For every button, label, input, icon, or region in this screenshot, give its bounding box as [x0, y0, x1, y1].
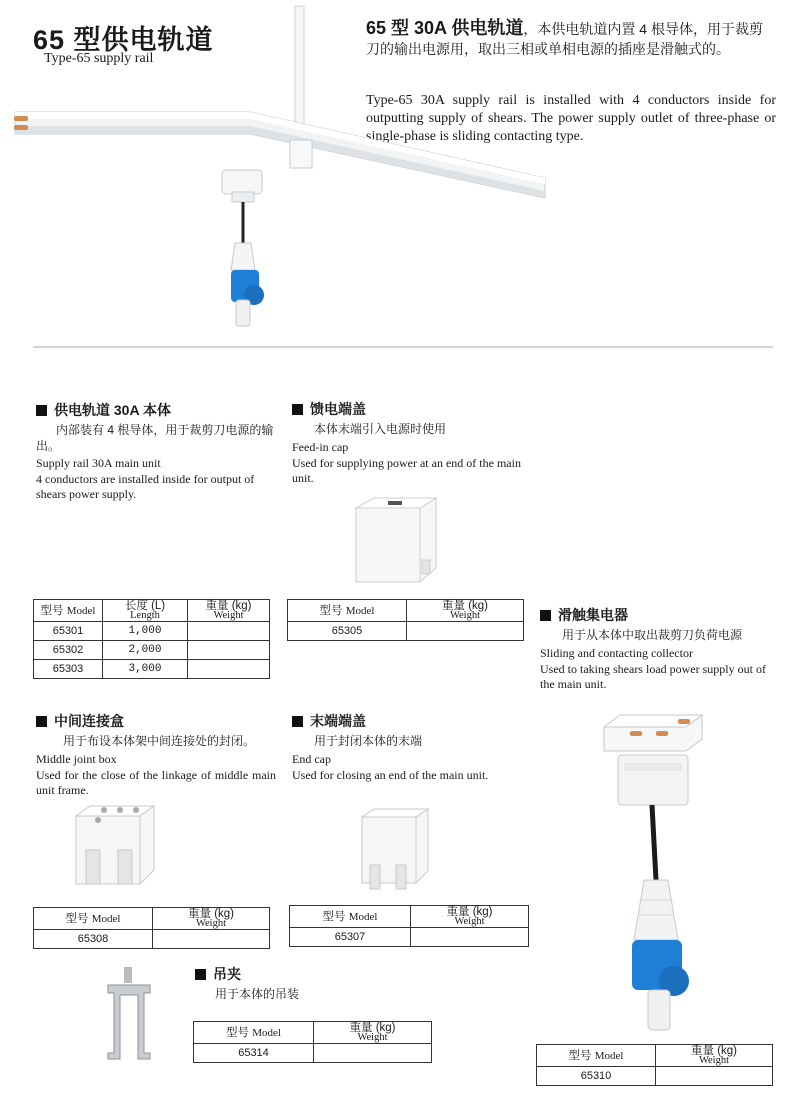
section-divider [33, 346, 773, 348]
table-row: 65305 [288, 622, 524, 641]
section-heading: 中间连接盒 [36, 711, 276, 731]
desc-en: Used for the close of the linkage of middle main unit frame. [36, 767, 276, 797]
table-header: 型号 Model 重量 (kg) Weight [34, 908, 270, 930]
name-en: Middle joint box [36, 752, 117, 766]
bullet-square-icon [292, 404, 303, 415]
bullet-square-icon [36, 716, 47, 727]
section-feed-in-cap [292, 399, 532, 487]
spec-table-feed-in-cap [287, 599, 524, 641]
spec-table-end-cap [289, 905, 529, 947]
table-row: 65314 [194, 1044, 432, 1063]
table-row: 65310 [537, 1067, 773, 1086]
hanger-clip-image [98, 965, 163, 1065]
section-heading: 末端端盖 [292, 711, 532, 731]
section-hanger [195, 964, 395, 1002]
desc-cn: 本体末端引入电源时使用 [314, 422, 447, 436]
table-header: 型号 Model 长度 (L) Length 重量 (kg) Weight [34, 600, 270, 622]
page-subtitle: Type-65 supply rail [44, 51, 154, 66]
table-row: 65308 [34, 930, 270, 949]
desc-cn: 用于布设本体架中间连接处的封闭。 [63, 734, 256, 748]
spec-table-middle-joint [33, 907, 270, 949]
desc-cn: 用于本体的吊装 [215, 987, 300, 1001]
intro-en: Type-65 30A supply rail is installed with 4 conductors inside for outputting supply of shears. The power supply outlet of three-phase or single-phase is sliding contacting type. [366, 93, 776, 144]
name-en: End cap [292, 752, 331, 766]
name-en: Feed-in cap [292, 440, 349, 454]
desc-cn: 用于从本体中取出裁剪刀负荷电源 [562, 628, 743, 642]
section-heading: 供电轨道 30A 本体 [36, 400, 276, 420]
page-title: 65 型供电轨道 [33, 25, 214, 55]
desc-en: 4 conductors are installed inside for output of shears power supply. [36, 471, 255, 501]
table-row: 65301 1,000 [34, 622, 270, 641]
collector-image [590, 705, 720, 1045]
table-header: 型号 Model 重量 (kg) Weight [290, 906, 529, 928]
spec-table-collector [536, 1044, 773, 1086]
section-main-unit [36, 400, 276, 503]
section-collector [540, 605, 780, 693]
table-header: 型号 Model 重量 (kg) Weight [288, 600, 524, 622]
name-en: Supply rail 30A main unit [36, 456, 161, 470]
feed-in-cap-image [350, 490, 445, 590]
table-row: 65302 2,000 [34, 641, 270, 660]
table-header: 型号 Model 重量 (kg) Weight [537, 1045, 773, 1067]
bullet-square-icon [195, 969, 206, 980]
bullet-square-icon [292, 716, 303, 727]
section-heading: 吊夹 [195, 964, 395, 984]
desc-en: Used for supplying power at an end of the main unit. [292, 455, 521, 485]
copper-conductor [14, 125, 28, 130]
spec-table-main-unit [33, 599, 270, 679]
section-heading: 馈电端盖 [292, 399, 532, 419]
intro-title: 65 型 30A 供电轨道 [366, 18, 524, 38]
section-heading: 滑触集电器 [540, 605, 780, 625]
bullet-square-icon [36, 405, 47, 416]
desc-cn: 用于封闭本体的末端 [314, 734, 423, 748]
desc-cn: 内部装有 4 根导体，用于裁剪刀电源的输出。 [36, 423, 274, 453]
intro-body: ，本供电轨道内置 4 根导体，用于裁剪刀的输出电源用，取出三相或单相电源的插座是滑触式的。 [366, 21, 763, 57]
bullet-square-icon [540, 610, 551, 621]
end-cap-image [356, 805, 436, 895]
collector-body [222, 170, 262, 194]
hanger-clip [290, 140, 312, 168]
table-row: 65303 3,000 [34, 660, 270, 679]
copper-conductor [14, 116, 28, 121]
section-end-cap [292, 711, 532, 783]
plug-sleeve [231, 243, 255, 270]
supply-rail-hero-illustration [0, 0, 560, 345]
table-row: 65307 [290, 928, 529, 947]
table-header: 型号 Model 重量 (kg) Weight [194, 1022, 432, 1044]
spec-table-hanger [193, 1021, 432, 1063]
desc-en: Used for closing an end of the main unit. [292, 767, 489, 782]
middle-joint-box-image [70, 800, 160, 895]
section-middle-joint [36, 711, 276, 799]
name-en: Sliding and contacting collector [540, 646, 693, 660]
desc-en: Used to taking shears load power supply out of the main unit. [540, 661, 766, 691]
